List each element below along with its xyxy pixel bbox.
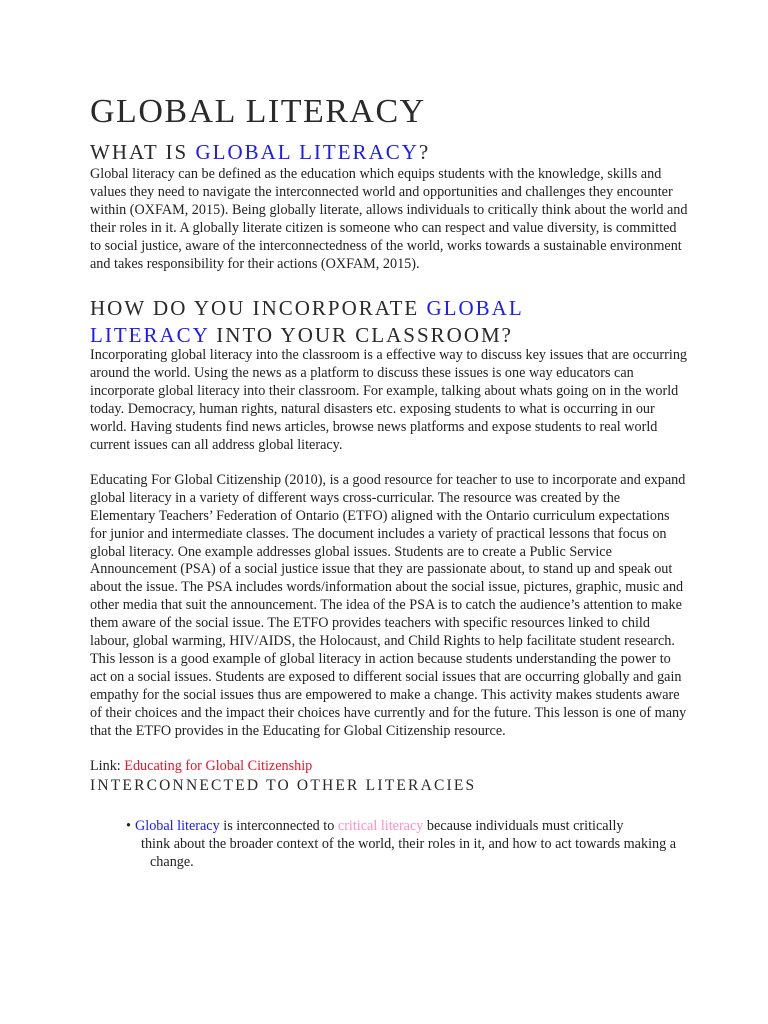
literacy-heading-link[interactable]: LITERACY: [90, 323, 210, 348]
link-label: Link:: [90, 758, 125, 775]
section-heading-incorporate: [90, 295, 688, 349]
list-item-text: is interconnected to: [219, 818, 338, 835]
bullet-icon: •: [126, 818, 131, 835]
educating-for-global-citizenship-link[interactable]: Educating for Global Citizenship: [124, 758, 313, 775]
global-heading-link[interactable]: GLOBAL: [426, 296, 524, 321]
heading-text: INTO YOUR CLASSROOM?: [209, 323, 513, 348]
heading-text: WHAT IS: [90, 140, 196, 164]
etfo-resource-paragraph: Educating For Global Citizenship (2010), is a good resource for teacher to use to incorporate and expand global literacy in a variety of different ways cross-curricular. The resource was created by the Elementary Teachers’ Federation of Ontario (ETFO) aligned with the Ontario curriculum expectations for junior and intermediate classes. The document includes a variety of practical lessons that focus on global literacy. One example addresses global issues. Students are to create a Public Service Announcement (PSA) of a social justice issue that they are passionate about, to stand up and speak out about the issue. The PSA includes words/information about the social issue, pictures, graphic, music and other media that suit the announcement. The idea of the PSA is to catch the audience’s attention to make them aware of the social issue. The ETFO provides teachers with specific resources linked to child labour, global warming, HIV/AIDS, the Holocaust, and Child Rights to help facilitate student research. This lesson is a good example of global literacy in action because students understanding the power to act on a social issues. Students are exposed to different social issues that are occurring globally and gain empathy for the social issues thus are empowered to make a change. This activity makes students aware of their choices and the impact their choices have currently and for the future. This lesson is one of many that the ETFO provides in the Educating for Global Citizenship resource.: [90, 471, 687, 739]
list-item-text: think about the broader context of the world, their roles in it, and how to act towards making a change.: [141, 836, 677, 871]
section-heading-what-is: [90, 139, 688, 166]
list-item: [126, 818, 688, 872]
heading-text: ?: [418, 140, 431, 164]
literacies-list: [126, 818, 688, 872]
list-item-text: because individuals must critically: [423, 818, 624, 835]
page-title: GLOBAL LITERACY: [90, 93, 426, 130]
global-literacy-link[interactable]: Global literacy: [135, 818, 220, 835]
section-heading-interconnected: INTERCONNECTED TO OTHER LITERACIES: [90, 777, 477, 795]
heading-text: HOW DO YOU INCORPORATE: [90, 296, 427, 321]
critical-literacy-link[interactable]: critical literacy: [337, 818, 424, 835]
definition-paragraph: Global literacy can be defined as the education which equips students with the knowledge, skills and values they need to navigate the interconnected world and opportunities and challenges they encounter within (OXFAM, 2015). Being globally literate, allows individuals to critically think about the world and their roles in it. A globally literate citizen is someone who can respect and value diversity, is committed to social justice, aware of the interconnectedness of the world, works towards a sustainable environment and takes responsibility for their actions (OXFAM, 2015).: [90, 166, 688, 272]
classroom-paragraph: Incorporating global literacy into the classroom is a effective way to discuss key issues that are occurring around the world. Using the news as a platform to discuss these issues is one way educators can incorporate global literacy into their classroom. For example, talking about whats going on in the world today. Democracy, human rights, natural disasters etc. exposing students to what is occurring in our world. Having students find news articles, browse news platforms and expose students to real world current issues can all address global literacy.: [90, 347, 688, 453]
global-literacy-heading-link[interactable]: GLOBAL LITERACY: [195, 140, 419, 164]
resource-link-line: [90, 758, 688, 776]
